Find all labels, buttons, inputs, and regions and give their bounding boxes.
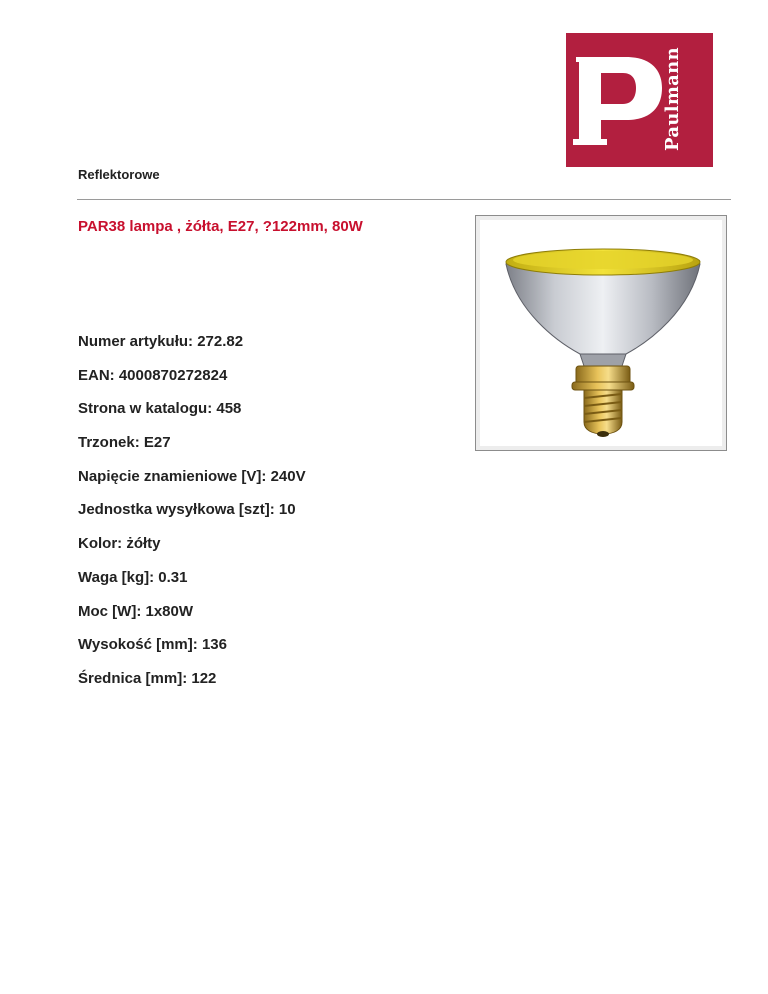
- divider: [77, 199, 731, 200]
- paulmann-logo: [566, 33, 713, 167]
- spec-catalog-page: Strona w katalogu: 458: [78, 400, 242, 418]
- spec-list: [78, 333, 306, 704]
- spec-socket: Trzonek: E27: [78, 434, 171, 452]
- spec-color: Kolor: żółty: [78, 535, 161, 553]
- spec-power: Moc [W]: 1x80W: [78, 602, 194, 620]
- product-title: PAR38 lampa , żółta, E27, ?122mm, 80W: [78, 218, 363, 235]
- spec-ean: EAN: 4000870272824: [78, 366, 228, 384]
- logo-brand-text: Paulmann: [662, 47, 683, 151]
- spec-diameter: Średnica [mm]: 122: [78, 669, 217, 687]
- product-image-frame: [475, 215, 727, 451]
- spec-article-number: Numer artykułu: 272.82: [78, 333, 244, 350]
- spec-shipping-unit: Jednostka wysyłkowa [szt]: 10: [78, 501, 296, 519]
- spec-height: Wysokość [mm]: 136: [78, 636, 227, 654]
- category-label: Reflektorowe: [78, 167, 160, 182]
- bulb-image: [476, 216, 728, 452]
- spec-voltage: Napięcie znamieniowe [V]: 240V: [78, 467, 306, 485]
- spec-weight: Waga [kg]: 0.31: [78, 568, 188, 586]
